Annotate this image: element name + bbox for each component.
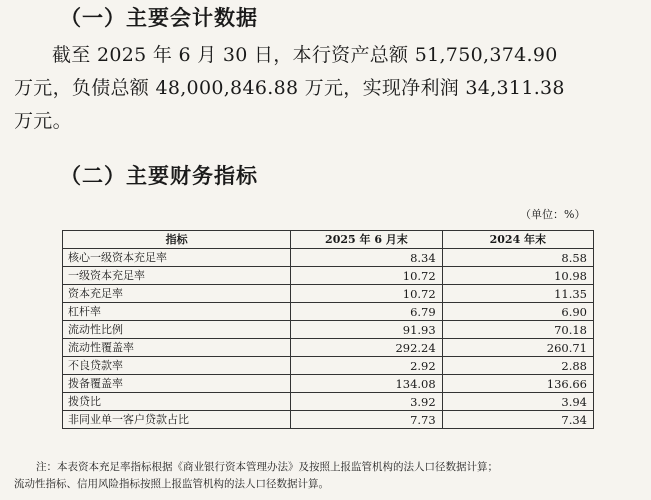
table-row <box>63 375 594 393</box>
accounting-summary-paragraph <box>14 39 639 138</box>
indicator-name: 拨备覆盖率 <box>63 375 291 393</box>
indicator-name: 流动性比例 <box>63 321 291 339</box>
value-2024-end: 8.58 <box>442 249 593 267</box>
footnote-line: 流动性指标、信用风险指标按照上报监管机构的法人口径数据计算。 <box>14 478 329 490</box>
value-2025-h1: 134.08 <box>291 375 443 393</box>
financial-indicators-table <box>62 230 594 429</box>
indicator-name: 一级资本充足率 <box>63 267 291 285</box>
value-2025-h1: 292.24 <box>291 339 443 357</box>
value-2025-h1: 8.34 <box>291 249 443 267</box>
column-header-2024-end: 2024 年末 <box>442 231 593 249</box>
table-row <box>63 411 594 429</box>
indicator-name: 流动性覆盖率 <box>63 339 291 357</box>
section-heading-accounting-data: （一）主要会计数据 <box>60 6 258 30</box>
value-2025-h1: 3.92 <box>291 393 443 411</box>
value-2024-end: 70.18 <box>442 321 593 339</box>
value-2024-end: 6.90 <box>442 303 593 321</box>
value-2024-end: 136.66 <box>442 375 593 393</box>
table-row <box>63 357 594 375</box>
value-2024-end: 7.34 <box>442 411 593 429</box>
paragraph-line: 截至 2025 年 6 月 30 日，本行资产总额 51,750,374.90 <box>52 44 558 66</box>
table-unit-label: （单位：%） <box>520 208 586 221</box>
table-row <box>63 267 594 285</box>
column-header-2025-h1: 2025 年 6 月末 <box>291 231 443 249</box>
indicator-name: 杠杆率 <box>63 303 291 321</box>
value-2025-h1: 91.93 <box>291 321 443 339</box>
value-2024-end: 2.88 <box>442 357 593 375</box>
value-2025-h1: 10.72 <box>291 267 443 285</box>
value-2024-end: 3.94 <box>442 393 593 411</box>
table-row <box>63 303 594 321</box>
paragraph-line: 万元，负债总额 48,000,846.88 万元，实现净利润 34,311.38 <box>14 77 565 99</box>
table-row <box>63 249 594 267</box>
table-row <box>63 393 594 411</box>
indicator-name: 不良贷款率 <box>63 357 291 375</box>
footnote-line: 注：本表资本充足率指标根据《商业银行资本管理办法》及按照上报监管机构的法人口径数据计算； <box>36 461 498 473</box>
table-row <box>63 321 594 339</box>
section-heading-financial-indicators: （二）主要财务指标 <box>60 164 258 188</box>
indicator-name: 资本充足率 <box>63 285 291 303</box>
value-2024-end: 11.35 <box>442 285 593 303</box>
table-row <box>63 285 594 303</box>
value-2025-h1: 2.92 <box>291 357 443 375</box>
table-row <box>63 339 594 357</box>
indicator-name: 非同业单一客户贷款占比 <box>63 411 291 429</box>
value-2025-h1: 10.72 <box>291 285 443 303</box>
table-footnote <box>14 459 644 493</box>
value-2024-end: 260.71 <box>442 339 593 357</box>
paragraph-line: 万元。 <box>14 110 72 132</box>
column-header-indicator: 指标 <box>63 231 291 249</box>
indicator-name: 拨贷比 <box>63 393 291 411</box>
value-2024-end: 10.98 <box>442 267 593 285</box>
indicator-name: 核心一级资本充足率 <box>63 249 291 267</box>
value-2025-h1: 7.73 <box>291 411 443 429</box>
table-header-row <box>63 231 594 249</box>
value-2025-h1: 6.79 <box>291 303 443 321</box>
